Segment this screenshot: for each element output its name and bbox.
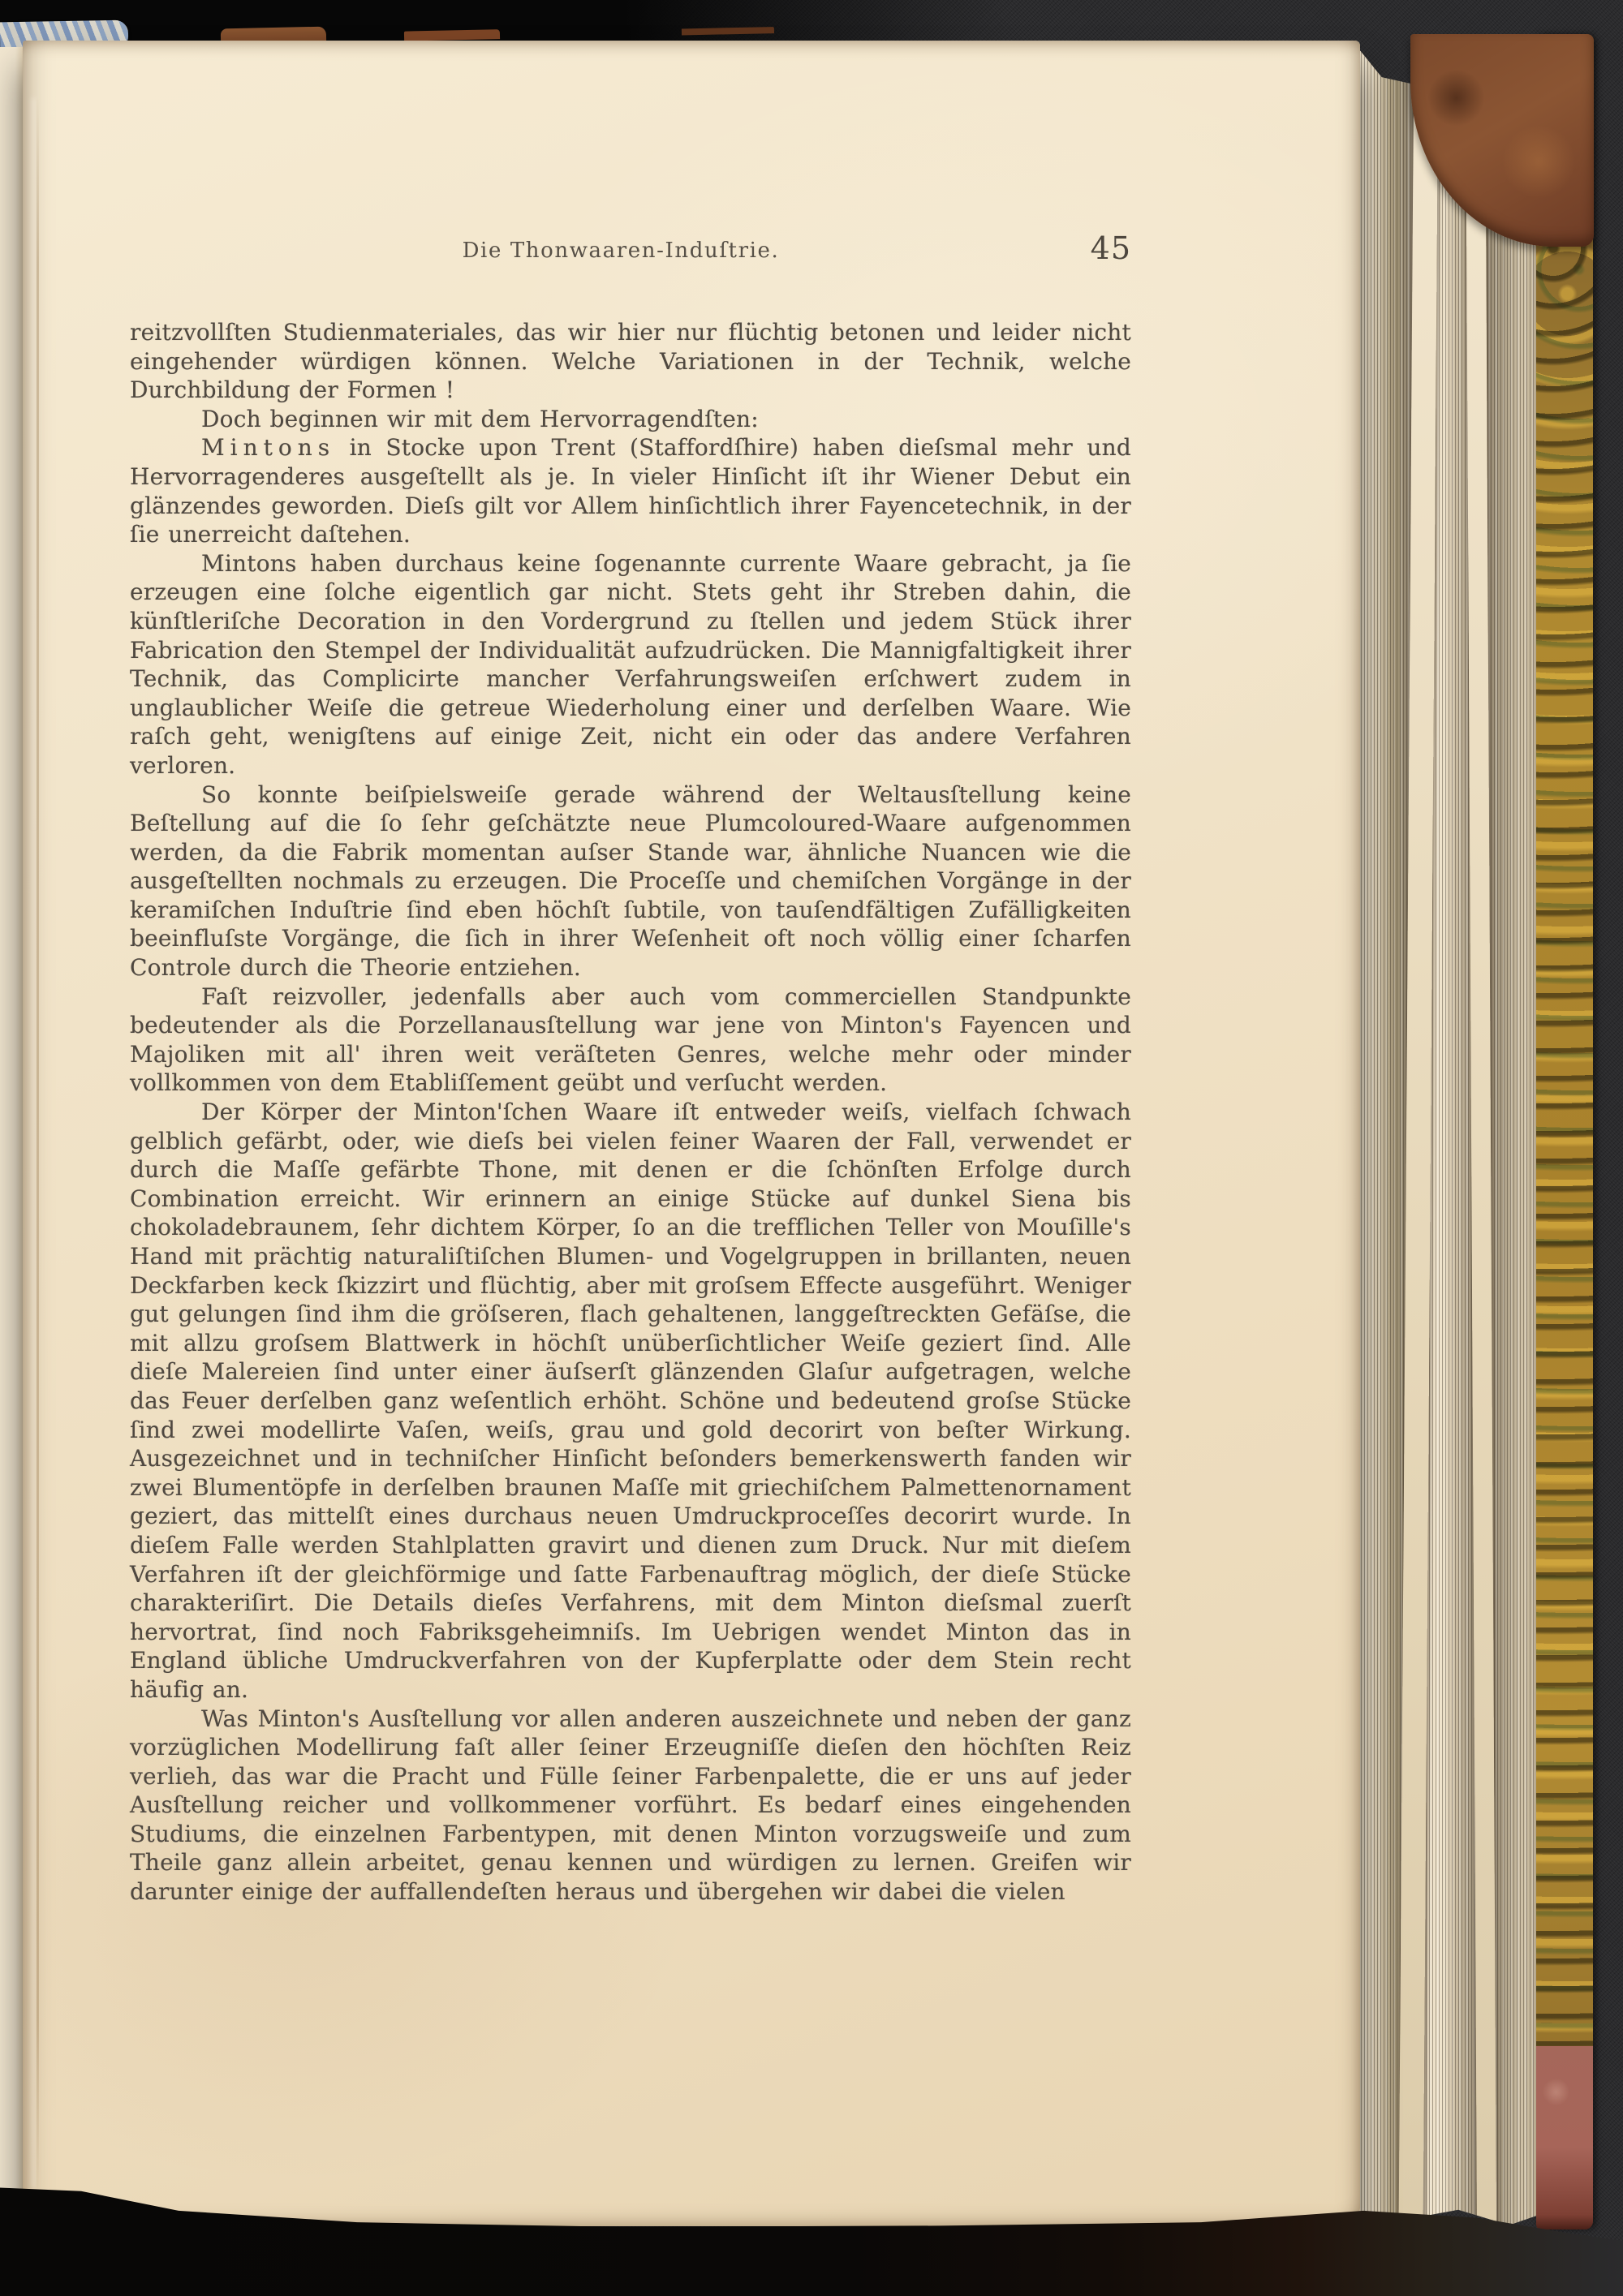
paragraph: So konnte beiſpielsweiſe gerade während der Weltausſtellung keine Beſtellung auf die ſo ſehr geſchätzte neue Plumcoloured-Waare aufgenommen werden, da die Fabrik momentan auſser Stande war, ähnliche Nuancen wie die ausgeſtellten nochmals zu erzeugen. Die Proceſſe und chemiſchen Vorgänge in der keramiſchen Induſtrie ſind eben höchſt ſubtile, von tauſendfältigen Zufälligkeiten beeinfluſste Vorgänge, die ſich in ihrer Weſenheit oft noch völlig einer ſcharfen Controle durch die Theorie entziehen. <box>130 780 1131 982</box>
scanner-shadow-top <box>0 0 1006 44</box>
protruding-page-edge <box>1399 42 1439 2229</box>
paragraph: reitzvollſten Studienmateriales, das wir hier nur flüchtig betonen und leider nicht eingehender würdigen können. Welche Variationen in der Technik, welche Durchbildung der Formen ! <box>130 319 1131 404</box>
letterspaced-word: Mintons <box>201 434 336 462</box>
page-text-block <box>130 318 1131 1907</box>
running-head <box>130 230 1131 287</box>
paragraph <box>130 433 1131 548</box>
protruding-page-edge <box>1466 42 1496 2229</box>
paragraph-text: in Stocke upon Trent (Staffordſhire) haben dieſsmal mehr und Hervorragenderes ausgeſtellt als je. In vieler Hinſicht iſt ihr Wiener Debut ein glänzendes geworden. Dieſs gilt vor Allem hinſichtlich ihrer Fayencetechnik, in der ſie unerreicht daſtehen. <box>130 434 1131 548</box>
page-header-title: Die Thonwaaren-Induſtrie. <box>462 239 780 263</box>
book-page <box>23 41 1360 2226</box>
marbled-cover-edge <box>1536 34 1593 2229</box>
paragraph: Doch beginnen wir mit dem Hervorragendſten: <box>201 405 759 432</box>
cover-leather-bottom-corner <box>1536 2046 1593 2229</box>
paragraph: Der Körper der Minton'ſchen Waare iſt entweder weiſs, vielfach ſchwach gelblich gefärbt, oder, wie dieſs bei vielen feiner Waaren der Fall, verwendet er durch die Maſſe gefärbte Thone, mit denen er die ſchönſten Erfolge durch Combination erreicht. Wir erinnern an einige Stücke auf dunkel Siena bis chokoladebraunem, ſehr dichtem Körper, ſo an die trefflichen Teller von Mouſille's Hand mit prächtig naturaliſtiſchen Blumen- und Vogelgruppen in brillanten, neuen Deckfarben keck ſkizzirt und flüchtig, aber mit groſsem Effecte ausgeführt. Weniger gut gelungen ſind ihm die gröſseren, flach gehaltenen, langgeſtreckten Gefäſse, die mit allzu groſsem Blattwerk in höchſt unüberſichtlicher Weiſe geziert ſind. Alle dieſe Malereien ſind unter einer äuſserſt glänzenden Glaſur aufgetragen, welche das Feuer derſelben ganz weſentlich erhöht. Schöne und bedeutend groſse Stücke ſind zwei modellirte Vaſen, weiſs, grau und gold decorirt von beſter Wirkung. Ausgezeichnet und in techniſcher Hinſicht beſonders bemerkenswerth fanden wir zwei Blumentöpfe in derſelben braunen Maſſe mit griechiſchem Palmettenornament geziert, das mittelſt eines durchaus neuen Umdruckproceſſes decorirt wurde. In dieſem Falle werden Stahlplatten gravirt und dienen zum Druck. Nur mit dieſem Verfahren iſt der gleichförmige und ſatte Farbenauftrag möglich, der dieſe Stücke charakteriſirt. Die Details dieſes Verfahrens, mit dem Minton dieſsmal zuerſt hervortrat, ſind noch Fabriksgeheimniſs. Im Uebrigen wendet Minton das in England übliche Umdruckverfahren von der Kupferplatte oder dem Stein recht häufig an. <box>130 1099 1131 1703</box>
fore-edge-page-stack <box>1335 42 1548 2229</box>
paragraph: Faſt reizvoller, jedenfalls aber auch vom commerciellen Standpunkte bedeutender als die Porzellanausſtellung war jene von Minton's Fayencen und Majoliken mit all' ihren weit veräſteten Genres, welche mehr oder minder vollkommen von dem Etabliſſement geübt und verſucht werden. <box>130 982 1131 1097</box>
page-number: 45 <box>1090 230 1131 266</box>
cover-marbled-paper <box>1536 237 1593 2046</box>
paragraph: Was Minton's Ausſtellung vor allen anderen auszeichnete und neben der ganz vorzüglichen Modellirung faſt aller ſeiner Erzeugniſſe dieſen den höchſten Reiz verlieh, das war die Pracht und Fülle ſeiner Farbenpalette, die er uns auf jeder Ausſtellung reicher und vollkommener vorführt. Es bedarf eines eingehenden Studiums, die einzelnen Farbentypen, mit denen Minton vorzugsweiſe und zum Theile ganz allein arbeitet, genau kennen und würdigen zu lernen. Greifen wir darunter einige der auffallendeſten heraus und übergehen wir dabei die vielen <box>130 1705 1131 1906</box>
paragraph: Mintons haben durchaus keine ſogenannte currente Waare gebracht, ja ſie erzeugen eine ſolche eigentlich gar nicht. Stets geht ihr Streben dahin, die künſtleriſche Decoration in den Vordergrund zu ſtellen und jedem Stück ihrer Fabrication den Stempel der Individualität aufzudrücken. Die Mannigfaltigkeit ihrer Technik, das Complicirte mancher Verfahrungsweiſen erſchwert zudem in unglaublicher Weiſe die getreue Wiederholung einer und derſelben Waare. Wie raſch geht, wenigſtens auf einige Zeit, nicht ein oder das andere Verfahren verloren. <box>130 549 1131 779</box>
